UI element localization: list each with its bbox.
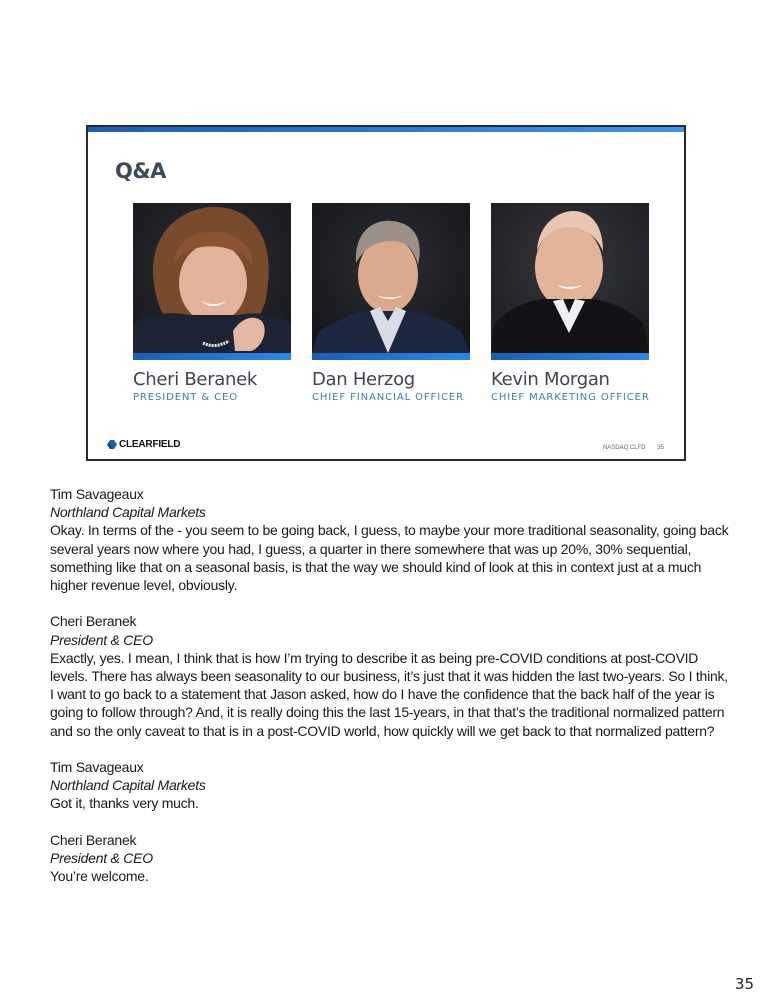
- person-role: PRESIDENT & CEO: [133, 392, 239, 403]
- portrait-man-icon: [491, 203, 649, 353]
- person-card-kevin-morgan: [491, 203, 649, 403]
- portrait-woman-icon: [133, 203, 291, 353]
- photo-accent-bar: [133, 353, 291, 360]
- slide-footer: [603, 445, 664, 451]
- person-name: Cheri Beranek: [133, 369, 258, 390]
- photo-accent-bar: [312, 353, 470, 360]
- transcript-entry: [50, 758, 730, 813]
- person-role: CHIEF FINANCIAL OFFICER: [312, 392, 464, 403]
- speaker-remarks: Got it, thanks very much.: [50, 795, 199, 812]
- speaker-name: Cheri Beranek: [50, 613, 137, 630]
- photo-accent-bar: [491, 353, 649, 360]
- portrait-photo: [133, 203, 291, 353]
- presentation-slide: [86, 125, 686, 461]
- ticker-label: NASDAQ:CLFD: [602, 445, 646, 451]
- person-card-dan-herzog: [312, 203, 470, 403]
- slide-title: Q&A: [115, 159, 166, 183]
- speaker-remarks: Okay. In terms of the - you seem to be going back, I guess, to maybe your more traditional seasonality, going back several years now where you had, I guess, a quarter in there somewhere that was up 20%, 30% sequential, something like that on a seasonal basis, is that the way we should kind of look at this in context just at a much higher revenue level, obviously.: [50, 522, 729, 594]
- speaker-affiliation: President & CEO: [50, 631, 153, 648]
- slide-page-number: 35: [657, 445, 664, 451]
- transcript-entry: [50, 831, 730, 886]
- clearfield-logo-icon: [106, 439, 118, 450]
- portrait-photo: [491, 203, 649, 353]
- person-name: Dan Herzog: [312, 369, 415, 390]
- speaker-remarks: You’re welcome.: [50, 868, 149, 885]
- transcript-entry: [50, 612, 730, 739]
- logo-text: CLEARFIELD: [119, 439, 181, 450]
- person-role: CHIEF MARKETING OFFICER: [491, 392, 650, 403]
- speaker-name: Tim Savageaux: [50, 759, 144, 776]
- person-name: Kevin Morgan: [491, 369, 610, 390]
- person-card-cheri-beranek: [133, 203, 291, 403]
- portrait-photo: [312, 203, 470, 353]
- speaker-name: Cheri Beranek: [50, 831, 137, 848]
- page-number: 35: [734, 975, 754, 993]
- portrait-man-icon: [312, 203, 470, 353]
- speaker-remarks: Exactly, yes. I mean, I think that is how I’m trying to describe it as being pre-COVID conditions at post-COVID levels. There has always been seasonality to our business, it’s just that it was hidden the last two-years. So I think, I want to go back to a statement that Jason asked, how do I have the confidence that the back half of the year is going to follow through? And, it is really doing this the last 15-years, in that that’s the traditional normalized pattern and so the only caveat to that is in a post-COVID world, how quickly will we get back to that normalized pattern?: [50, 649, 728, 739]
- speaker-affiliation: President & CEO: [50, 850, 153, 867]
- transcript: [50, 485, 730, 904]
- speaker-name: Tim Savageaux: [50, 486, 144, 502]
- speaker-affiliation: Northland Capital Markets: [50, 504, 206, 521]
- clearfield-logo: [106, 439, 180, 450]
- speaker-affiliation: Northland Capital Markets: [50, 777, 206, 794]
- transcript-entry: [50, 485, 730, 594]
- slide-accent-bar: [88, 127, 684, 132]
